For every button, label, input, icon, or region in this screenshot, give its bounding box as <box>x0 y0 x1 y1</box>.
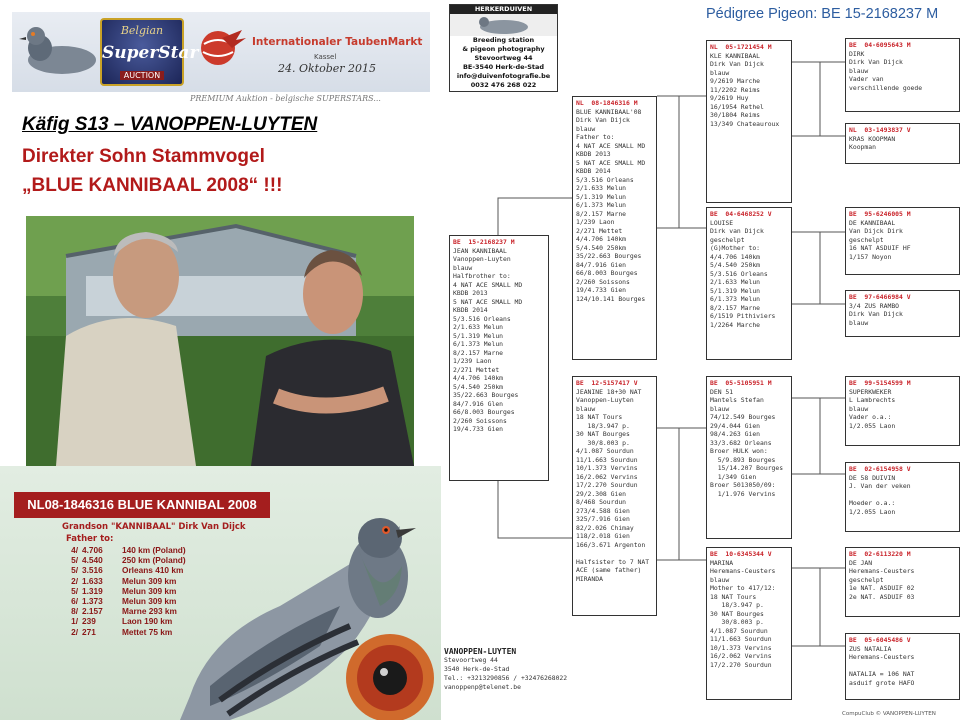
pedigree-line: 10/1.373 Vervins <box>576 464 638 472</box>
pedigree-line: 8/2.157 Marne <box>453 348 504 357</box>
pedigree-line: Dirk van Dijck <box>710 227 764 235</box>
pedigree-line: KBDB 2013 <box>453 289 488 297</box>
result-entrants: 1.373 <box>82 595 103 606</box>
pedigree-line: 16/1954 Rethel <box>710 102 764 111</box>
pedigree-line: ACE (same father) <box>576 566 642 574</box>
pedigree-line: 1/157 Noyon <box>849 252 892 261</box>
pedigree-line: 11/1.663 Sourdun <box>576 455 638 464</box>
result-entrants: 1.319 <box>82 585 103 596</box>
pedigree-line: 5/4.540 250km <box>710 261 761 269</box>
owner-address <box>444 647 567 692</box>
pedigree-line: 16/2.062 Vervins <box>710 652 772 660</box>
pedigree-box-mfm <box>845 462 960 532</box>
bird-heading: „BLUE KANNIBAAL 2008“ !!! <box>22 175 283 196</box>
pedigree-box-maternal-grandfather <box>706 376 792 539</box>
pedigree-line: 30/8.003 p. <box>710 618 764 626</box>
pedigree-line: Vanoppen-Luyten <box>576 396 634 404</box>
pedigree-line: 30 NAT Bourges <box>576 430 630 438</box>
pedigree-line: 66/8.003 Bourges <box>576 269 638 277</box>
pedigree-line: 19/4.733 Gien <box>576 286 627 294</box>
owner-line: Stevoortweg 44 <box>444 656 498 664</box>
ring-number: BE 97-6466984 V <box>849 293 911 301</box>
pedigree-line <box>849 491 956 500</box>
pedigree-line: MARINA <box>710 558 734 567</box>
connector-mm-gg <box>792 568 820 646</box>
pedigree-line: 4 NAT ACE SMALL MD <box>453 280 523 289</box>
pedigree-line: 17/2.270 Sourdun <box>710 660 772 669</box>
banner-city: Kassel <box>314 53 337 61</box>
pedigree-line: 1/239 Laon <box>453 357 492 365</box>
ring-number: BE 99-5154599 M <box>849 379 911 387</box>
pedigree-line: 6/1519 Pithiviers <box>710 312 776 320</box>
pedigree-line: 8/2.157 Marne <box>576 209 627 218</box>
result-place: 2/ <box>71 575 78 586</box>
pedigree-line: 2/1.633 Melun <box>453 323 504 331</box>
pedigree-line: Vader o.a.: <box>849 413 892 421</box>
pedigree-line: 2/260 Soissons <box>576 277 630 286</box>
pedigree-line: Mantels Stefan <box>710 396 764 404</box>
pedigree-line: 1/239 Laon <box>576 218 615 226</box>
pedigree-line: 30 NAT Bourges <box>710 609 764 618</box>
pedigree-line: Mother to 417/12: <box>710 584 776 592</box>
pedigree-line: 325/7.916 Gien <box>576 515 630 523</box>
pedigree-line: Vader van <box>849 75 884 83</box>
owner-name: VANOPPEN-LUYTEN <box>444 647 517 656</box>
logo-contact-line: Stevoortweg 44 <box>474 54 533 62</box>
pedigree-line: 1/2.055 Laon <box>849 421 896 430</box>
pedigree-line: blauw <box>576 404 596 413</box>
pedigree-line: 29/2.308 Gien <box>576 489 627 498</box>
ring-number: BE 05-5105951 M <box>710 379 772 387</box>
pedigree-line: Dirk Van Dijck <box>849 310 903 318</box>
pedigree-line: 5/1.319 Melun <box>453 331 504 340</box>
pedigree-box-paternal-grandfather <box>706 40 792 203</box>
ring-number: NL 08-1846316 M <box>576 99 638 107</box>
ring-number: BE 15-2168237 M <box>453 238 515 246</box>
pedigree-line: 118/2.018 Gien <box>576 532 630 540</box>
pedigree-line: NATALIA = 106 NAT <box>849 670 915 678</box>
pedigree-line: 5/3.516 Orleans <box>710 269 768 278</box>
pedigree-line: 2/1.633 Melun <box>710 278 761 286</box>
pedigree-line: DE JAN <box>849 558 873 567</box>
logo-contact-line: Breeding station <box>472 36 535 44</box>
pedigree-line: Broer HULK won: <box>710 447 768 455</box>
result-race: Melun 309 km <box>122 585 177 596</box>
pedigree-line: 1/2264 Marche <box>710 320 761 329</box>
pedigree-line: 4/4.706 140km <box>710 252 761 261</box>
pedigree-line: KBDB 2014 <box>576 167 611 175</box>
ring-number: BE 10-6345344 V <box>710 550 772 558</box>
pedigree-line: DE 58 DUIVIN <box>849 473 896 482</box>
result-entrants: 4.706 <box>82 545 103 555</box>
pedigree-line: Broer 5013050/09: <box>710 481 776 489</box>
pedigree-line: 84/7.916 Glen <box>453 399 504 408</box>
pedigree-line: 30/1804 Reims <box>710 111 761 119</box>
pedigree-line: SUPERKWEKER <box>849 387 892 396</box>
connector-subject-parents <box>498 198 572 235</box>
pedigree-line: 5 NAT ACE SMALL MD <box>453 297 523 306</box>
pedigree-line: KRAS KOOPMAN <box>849 134 896 143</box>
pedigree-box-mmm <box>845 633 960 700</box>
pedigree-line: JEAN KANNIBAAL <box>453 246 507 255</box>
result-entrants: 4.540 <box>82 555 103 566</box>
logo-contact-line: BE-3540 Herk-de-Stad <box>462 63 545 71</box>
pedigree-line: 15/14.207 Bourges <box>710 464 784 472</box>
pedigree-box-maternal-grandmother <box>706 547 792 700</box>
pedigree-line: Dirk Van Dijck <box>710 60 764 68</box>
result-race: Mettet 75 km <box>122 626 173 637</box>
pedigree-line: 33/3.682 Orleans <box>710 438 772 447</box>
logo-contact-line: info@duivenfotografie.be <box>456 72 551 80</box>
pedigree-line: 5/1.319 Melun <box>576 192 627 201</box>
pedigree-line: blauw <box>849 404 869 413</box>
result-race: Melun 309 km <box>122 595 177 606</box>
pedigree-box-fmf <box>845 207 960 275</box>
pedigree-line: 3/4 ZUS RAMBO <box>849 301 900 310</box>
owner-lines <box>444 656 567 692</box>
pedigree-line: ZUS NATALIA <box>849 644 892 653</box>
pedigree-line: 98/4.263 Gien <box>710 430 761 438</box>
pedigree-line: 124/10.141 Bourges <box>576 294 646 303</box>
pedigree-line: LOUISE <box>710 218 734 227</box>
result-race: Orleans 410 km <box>122 565 184 576</box>
pedigree-line: KLE KANNIBAAL <box>710 51 761 60</box>
pedigree-line: L Lambrechts <box>849 396 896 404</box>
pedigree-line: blauw <box>710 68 730 77</box>
pedigree-line: 18/3.947 p. <box>576 421 630 430</box>
ring-number: BE 95-6246005 M <box>849 210 911 218</box>
pedigree-line: Vanoppen-Luyten <box>453 255 511 263</box>
pedigree-line: 1e NAT. ASDUIF 02 <box>849 584 915 592</box>
pedigree-line: 2/1.633 Melun <box>576 184 627 192</box>
pedigree-title: Pédigree Pigeon: BE 15-2168237 M <box>706 6 939 22</box>
pedigree-line: 74/12.549 Bourges <box>710 413 776 421</box>
pedigree-line: 8/468 Sourdun <box>576 498 627 506</box>
pedigree-line: 4/4.706 140km <box>576 235 627 243</box>
result-race: Laon 190 km <box>122 616 173 627</box>
pedigree-line: 166/3.671 Argenton <box>576 540 646 549</box>
pedigree-line: 4/4.706 140km <box>453 374 504 382</box>
pedigree-line: BLUE KANNIBAAL'08 <box>576 107 642 116</box>
pedigree-line: DIRK <box>849 49 865 58</box>
pedigree-box-father <box>572 96 657 360</box>
pedigree-line: Heremans-Ceusters <box>849 653 915 661</box>
ring-number: BE 12-5157417 V <box>576 379 638 387</box>
pedigree-line: Father to: <box>576 133 615 141</box>
pedigree-line: 5/3.516 Orleans <box>576 175 634 184</box>
pedigree-line: 5/3.516 Orleans <box>453 314 511 323</box>
pedigree-line <box>576 549 653 558</box>
ring-number: NL 03-1493837 V <box>849 126 911 134</box>
result-place: 4/ <box>71 545 78 555</box>
pedigree-line: 1/1.976 Vervins <box>710 489 776 498</box>
pedigree-line: DE KANNIBAAL <box>849 218 896 227</box>
pedigree-line: 6/1.373 Melun <box>453 340 504 348</box>
pedigree-line: blauw <box>849 66 869 75</box>
pedigree-line: 2/271 Mettet <box>453 365 500 374</box>
result-place: 5/ <box>71 555 78 566</box>
pedigree-line: geschelpt <box>849 575 884 584</box>
pedigree-box-mmf <box>845 547 960 617</box>
pedigree-line: (G)Mother to: <box>710 244 761 252</box>
pedigree-line: 1/349 Gien <box>710 472 757 481</box>
pedigree-line: Van Dijck Dirk <box>849 227 903 235</box>
result-entrants: 3.516 <box>82 565 103 576</box>
pedigree-line: 2/260 Soissons <box>453 416 507 425</box>
banner-date: 24. Oktober 2015 <box>278 62 377 75</box>
connector-mf-gg <box>792 398 820 474</box>
pedigree-line: blauw <box>710 404 730 413</box>
banner-title: Internationaler TaubenMarkt <box>252 36 423 48</box>
pedigree-line: 16/2.062 Vervins <box>576 472 638 481</box>
pedigree-line: JEANINE 18+30 NAT <box>576 387 642 396</box>
cage-heading: Käfig S13 – VANOPPEN-LUYTEN <box>22 114 318 135</box>
pedigree-line: asduif grote HAFO <box>849 678 915 687</box>
pedigree-box-fmm <box>845 290 960 337</box>
pedigree-line: 82/2.026 Chimay <box>576 523 634 532</box>
ring-number: NL 05-1721454 M <box>710 43 772 51</box>
pedigree-line: 5/4.540 250km <box>453 382 504 391</box>
ring-number: BE 02-6113220 M <box>849 550 911 558</box>
pedigree-line: 4 NAT ACE SMALL MD <box>576 141 646 150</box>
pedigree-line: 17/2.270 Sourdun <box>576 481 638 489</box>
pedigree-line: 5 NAT ACE SMALL MD <box>576 158 646 167</box>
connector-father-gp <box>657 96 679 228</box>
result-entrants: 2.157 <box>82 606 103 617</box>
pedigree-line: 5/1.319 Melun <box>710 286 761 295</box>
pedigree-line: 13/349 Chateauroux <box>710 119 780 128</box>
pedigree-line: 11/2202 Reims <box>710 85 761 94</box>
son-heading: Direkter Sohn Stammvogel <box>22 146 265 167</box>
pedigree-line: 84/7.916 Gien <box>576 260 627 269</box>
banner-subtitle: PREMIUM Auktion - belgische SUPERSTARS... <box>190 94 381 103</box>
card-title: NL08-1846316 BLUE KANNIBAL 2008 <box>14 492 270 518</box>
result-entrants: 271 <box>82 626 96 637</box>
pedigree-box-fff <box>845 38 960 112</box>
pedigree-box-mff <box>845 376 960 446</box>
logo-contact-line: 0032 476 268 022 <box>470 81 537 89</box>
pedigree-line: KBDB 2013 <box>576 150 611 158</box>
pedigree-line: Heremans-Ceusters <box>849 567 915 575</box>
pedigree-line: 4/1.087 Sourdun <box>710 626 768 635</box>
pedigree-line: 16 NAT ASDUIF HF <box>849 244 911 252</box>
pedigree-line: 35/22.663 Bourges <box>576 252 642 260</box>
result-race: Marne 293 km <box>122 606 177 617</box>
pedigree-line: blauw <box>453 263 473 272</box>
pedigree-line: 5/9.893 Bourges <box>710 455 776 464</box>
result-place: 2/ <box>71 626 78 637</box>
pedigree-line: 19/4.733 Gien <box>453 425 504 433</box>
ring-number: BE 02-6154958 V <box>849 465 911 473</box>
pedigree-line: blauw <box>849 318 869 327</box>
result-entrants: 1.633 <box>82 575 103 586</box>
pedigree-line: Moeder o.a.: <box>849 499 896 507</box>
pedigree-line: Heremans-Ceusters <box>710 567 776 575</box>
pedigree-line: Halfsister to 7 NAT <box>576 557 650 566</box>
pedigree-line: 8/2.157 Marne <box>710 303 761 312</box>
card-grandson: Grandson "KANNIBAAL" Dirk Van Dijck <box>62 522 246 532</box>
ring-number: BE 04-6468252 V <box>710 210 772 218</box>
connector-fm-gg <box>792 232 820 304</box>
owner-line: vanoppenp@telenet.be <box>444 683 521 691</box>
superstar-logo: Belgian SuperStar AUCTION <box>100 18 184 86</box>
pedigree-box-ffm <box>845 123 960 164</box>
pedigree-box-subject <box>449 235 549 481</box>
pedigree-line: Koopman <box>849 143 876 151</box>
pedigree-line: 10/1.373 Vervins <box>710 643 772 652</box>
result-entrants: 239 <box>82 616 96 627</box>
pedigree-line <box>849 662 956 671</box>
pedigree-line: 273/4.588 Gien <box>576 506 630 515</box>
ring-number: BE 04-6095643 M <box>849 41 911 49</box>
pedigree-line: 35/22.663 Bourges <box>453 391 519 399</box>
pedigree-line: Dirk Van Dijck <box>849 58 903 66</box>
result-race: 250 km (Poland) <box>122 555 186 566</box>
pedigree-line: 6/1.373 Melun <box>710 295 761 303</box>
result-place: 6/ <box>71 595 78 606</box>
pedigree-line: 5/4.540 250km <box>576 243 627 252</box>
logo-title: HERKERDUIVEN <box>450 5 557 14</box>
pedigree-line: 29/4.044 Gien <box>710 421 761 430</box>
pedigree-line: 2/271 Mettet <box>576 226 623 235</box>
pedigree-line: 1/2.055 Laon <box>849 507 896 516</box>
pedigree-line: verschillende goede <box>849 83 923 92</box>
result-race: Melun 309 km <box>122 575 177 586</box>
connector-mother-gp <box>657 428 679 560</box>
ring-number: BE 05-6045486 V <box>849 636 911 644</box>
pedigree-line: 4/1.087 Sourdun <box>576 447 634 455</box>
pedigree-line: 18 NAT Tours <box>710 592 757 601</box>
pedigree-line: 30/8.003 p. <box>576 438 630 447</box>
pedigree-box-paternal-grandmother <box>706 207 792 360</box>
pedigree-line: 9/2619 Huy <box>710 94 749 102</box>
result-race: 140 km (Poland) <box>122 545 186 555</box>
pedigree-line: 6/1.373 Melun <box>576 201 627 209</box>
pedigree-line: J. Van der veken <box>849 482 911 490</box>
pedigree-line: blauw <box>576 124 596 133</box>
pedigree-line: geschelpt <box>710 235 745 244</box>
pedigree-line: DEN 51 <box>710 387 734 396</box>
pedigree-line: 11/1.663 Sourdun <box>710 635 772 643</box>
card-father-label: Father to: <box>66 534 114 544</box>
pedigree-line: 18 NAT Tours <box>576 413 623 421</box>
pedigree-line: Dirk Van Dijck <box>576 116 630 124</box>
result-place: 5/ <box>71 585 78 596</box>
pedigree-line: KBDB 2014 <box>453 306 488 314</box>
result-place: 1/ <box>71 616 78 627</box>
pedigree-line: 18/3.947 p. <box>710 601 764 609</box>
pedigree-line: geschelpt <box>849 235 884 244</box>
connector-ff-gg <box>792 62 820 136</box>
pedigree-line: blauw <box>710 575 730 584</box>
pedigree-footer: CompuClub © VANOPPEN-LUYTEN <box>842 711 936 717</box>
owner-line: 3540 Herk-de-Stad <box>444 665 510 673</box>
result-place: 8/ <box>71 606 78 617</box>
pedigree-line: Halfbrother to: <box>453 272 511 280</box>
pedigree-box-mother <box>572 376 657 616</box>
pedigree-line: 2e NAT. ASDUIF 03 <box>849 592 915 601</box>
pedigree-line: 66/8.003 Bourges <box>453 408 515 416</box>
pedigree-line: 9/2619 Marche <box>710 77 761 85</box>
logo-contact-line: & pigeon photography <box>462 45 545 53</box>
result-place: 5/ <box>71 565 78 576</box>
pedigree-line: MIRANDA <box>576 574 603 583</box>
owner-line: Tel.: +3213290856 / +32476268022 <box>444 674 568 682</box>
